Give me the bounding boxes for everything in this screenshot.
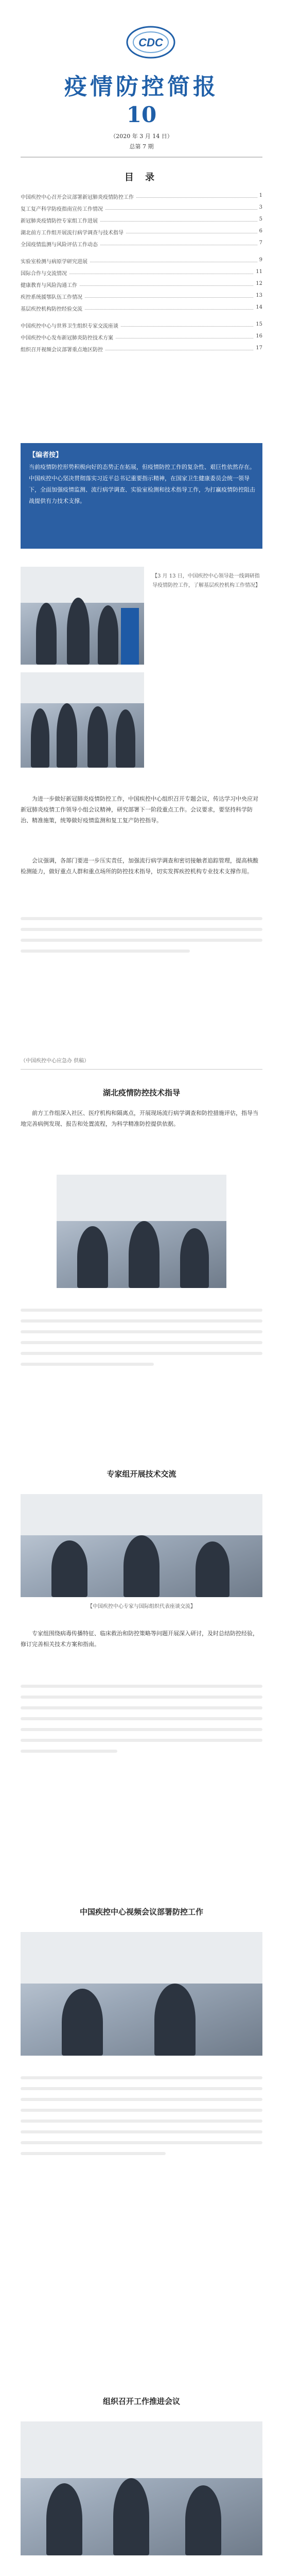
section-title-4: 中国疾控中心视频会议部署防控工作 bbox=[79, 1907, 203, 1917]
toc-item-page: 7 bbox=[257, 240, 262, 246]
toc-item-page: 5 bbox=[257, 216, 262, 222]
body-paragraph-4: 专家组围绕病毒传播特征、临床救治和防控策略等问题开展深入研讨，及时总结防控经验，修订完善相关技术方案和指南。 bbox=[21, 1630, 258, 1648]
divider bbox=[21, 1069, 262, 1070]
toc-item-title: 中国疾控中心发布新冠肺炎防控技术方案 bbox=[21, 333, 115, 341]
body-paragraph-2: 会议强调，各部门要进一步压实责任，加强流行病学调查和密切接触者追踪管理，提高核酸检测能力，做好重点人群和重点场所的防控技术指导，切实发挥疾控机构专业技术支撑作用。 bbox=[21, 857, 258, 875]
toc-item-title: 国际合作与交流情况 bbox=[21, 269, 69, 277]
section-title-5: 组织召开工作推进会议 bbox=[102, 2397, 180, 2406]
toc-item-page: 14 bbox=[254, 304, 262, 310]
toc-gap bbox=[21, 252, 262, 257]
issue-number: 10 bbox=[126, 102, 157, 127]
toc-item[interactable] bbox=[21, 321, 262, 329]
toc-item-page: 15 bbox=[254, 321, 262, 327]
section-title-3: 专家组开展技术交流 bbox=[107, 1469, 176, 1479]
toc-item-title: 湖北前方工作组开展流行病学调查与技术指导 bbox=[21, 228, 126, 236]
body-paragraph-1: 为进一步做好新冠肺炎疫情防控工作，中国疾控中心组织召开专题会议，传达学习中央应对新冠肺炎疫情工作领导小组会议精神，研究部署下一阶段重点工作。会议要求，要坚持科学防治、精准施策，统筹做好疫情监测和复工复产防控指导。 bbox=[21, 795, 258, 824]
news-photo-4 bbox=[21, 1494, 262, 1597]
photo-1-caption: 【3 月 13 日，中国疾控中心领导赴一线调研指导疫情防控工作，了解基层疾控机构工作情况】 bbox=[152, 573, 260, 588]
toc-item[interactable] bbox=[21, 205, 262, 212]
divider bbox=[21, 157, 262, 158]
section-title-2: 湖北疫情防控技术指导 bbox=[102, 1088, 180, 1097]
toc-item-title: 中国疾控中心与世界卫生组织专家交流座谈 bbox=[21, 321, 120, 329]
news-photo-3 bbox=[57, 1175, 226, 1288]
toc-item-title: 新冠肺炎疫情防控专家组工作进展 bbox=[21, 216, 100, 224]
toc-item-page: 9 bbox=[257, 257, 262, 263]
news-photo-1 bbox=[21, 567, 144, 665]
toc-item[interactable] bbox=[21, 345, 262, 352]
toc-item[interactable] bbox=[21, 228, 262, 235]
toc-item-title: 实验室检测与病原学研究进展 bbox=[21, 257, 90, 265]
toc-item-page: 16 bbox=[254, 333, 262, 339]
toc-gap bbox=[21, 316, 262, 321]
issue-date: （2020 年 3 月 14 日） bbox=[110, 133, 173, 140]
toc-item-title: 疾控系统援鄂队伍工作情况 bbox=[21, 293, 84, 300]
toc-item[interactable] bbox=[21, 281, 262, 288]
banner-title: 【编者按】 bbox=[29, 451, 63, 459]
body-paragraph-3: 前方工作组深入社区、医疗机构和隔离点，开展现场流行病学调查和防控措施评估，指导当地完善病例发现、报告和处置流程，为科学精准防控提供依据。 bbox=[21, 1110, 258, 1127]
toc-item-page: 13 bbox=[254, 293, 262, 298]
issue-total: 总第 7 期 bbox=[129, 143, 154, 150]
toc-list bbox=[21, 193, 262, 352]
toc-item-page: 17 bbox=[254, 345, 262, 351]
toc-item-title: 中国疾控中心召开会议部署新冠肺炎疫情防控工作 bbox=[21, 193, 136, 200]
faint-text-block-2 bbox=[21, 1309, 262, 1374]
source-note-1: （中国疾控中心应急办 供稿） bbox=[21, 1058, 90, 1064]
toc-item[interactable] bbox=[21, 269, 262, 276]
toc-heading: 目 录 bbox=[124, 172, 159, 183]
news-photo-2 bbox=[21, 672, 144, 768]
toc-item-page: 1 bbox=[257, 193, 262, 198]
toc-item-page: 3 bbox=[257, 205, 262, 210]
table-of-contents bbox=[21, 170, 262, 357]
news-photo-5 bbox=[21, 1932, 262, 2056]
editor-note-banner bbox=[21, 443, 262, 549]
toc-item-title: 基层疾控机构防控经验交流 bbox=[21, 304, 84, 312]
magazine-title: 疫情防控简报 bbox=[64, 74, 219, 100]
cdc-logo-emblem-icon bbox=[95, 21, 188, 62]
masthead bbox=[0, 0, 283, 155]
news-photo-6 bbox=[21, 2421, 262, 2555]
banner-text: 当前疫情防控形势积极向好的态势正在拓展，但疫情防控工作的复杂性、艰巨性依然存在。中国疾控中心坚决贯彻落实习近平总书记重要指示精神，在国家卫生健康委员会统一领导下，全面加强疫情监测、流行病学调查、实验室检测和技术指导工作，为打赢疫情防控阻击战提供有力技术支撑。 bbox=[29, 464, 255, 504]
toc-item-page: 6 bbox=[257, 228, 262, 234]
toc-item[interactable] bbox=[21, 304, 262, 312]
photo-4-caption: 【中国疾控中心专家与国际组织代表座谈交流】 bbox=[87, 1604, 196, 1609]
toc-item-page: 11 bbox=[254, 269, 262, 275]
toc-item-title: 复工复产科学防疫指南宣传工作情况 bbox=[21, 205, 105, 212]
svg-text:CDC: CDC bbox=[138, 36, 163, 49]
cdc-logo bbox=[95, 21, 188, 62]
faint-text-block-3 bbox=[21, 1685, 262, 1760]
faint-text-block-4 bbox=[21, 2076, 262, 2163]
faint-text-block-1 bbox=[21, 917, 262, 960]
toc-item-title: 组织召开视频会议部署重点地区防控 bbox=[21, 345, 105, 353]
toc-item-title: 全国疫情监测与风险评估工作动态 bbox=[21, 240, 100, 248]
toc-item-page: 12 bbox=[254, 281, 262, 286]
toc-item[interactable] bbox=[21, 216, 262, 224]
toc-item[interactable] bbox=[21, 240, 262, 247]
toc-item[interactable] bbox=[21, 193, 262, 200]
toc-item-title: 健康教育与风险沟通工作 bbox=[21, 281, 79, 289]
toc-item[interactable] bbox=[21, 257, 262, 264]
toc-item[interactable] bbox=[21, 293, 262, 300]
toc-item[interactable] bbox=[21, 333, 262, 341]
